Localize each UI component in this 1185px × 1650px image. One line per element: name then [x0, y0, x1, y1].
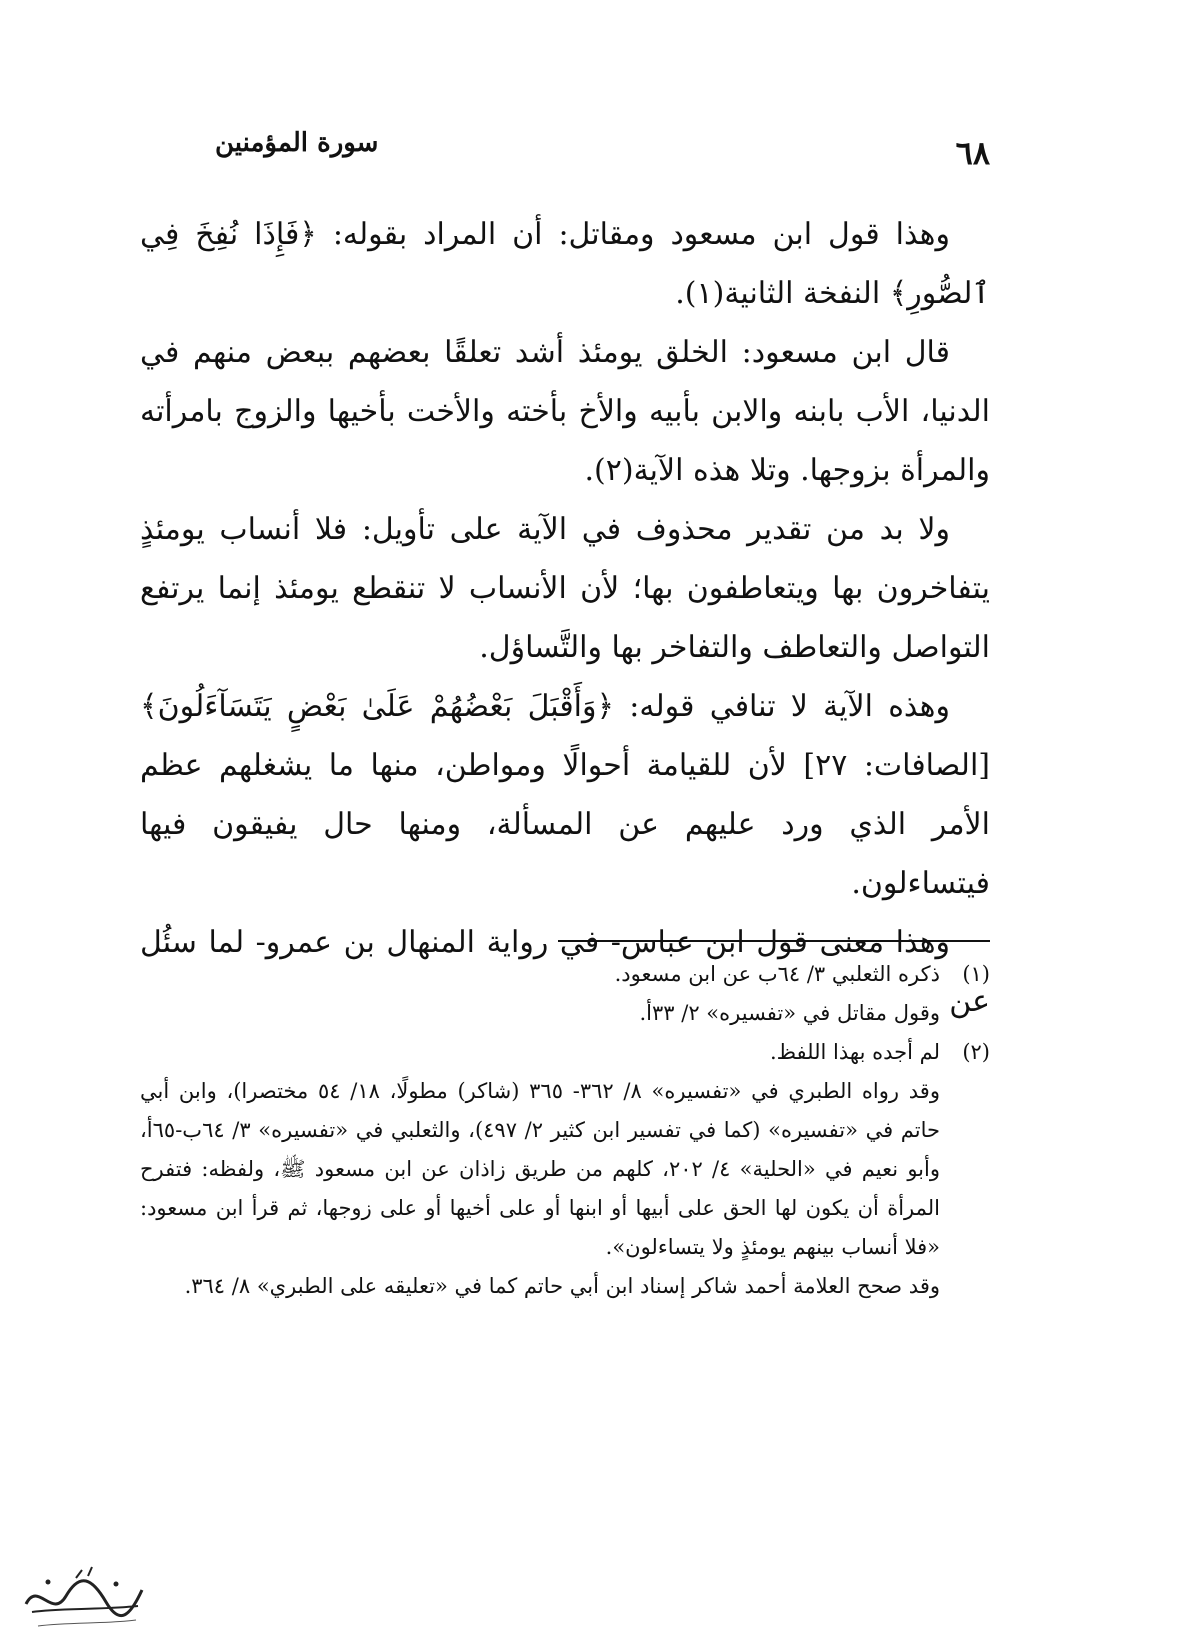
footnote-number: (٢): [962, 1040, 990, 1064]
footnote: [140, 1267, 990, 1306]
page-number: ٦٨: [955, 134, 990, 172]
publisher-logo: [18, 1560, 148, 1636]
footnote: [140, 955, 990, 994]
footnote-divider: [558, 940, 990, 942]
paragraph: قال ابن مسعود: الخلق يومئذ أشد تعلقًا بعضهم ببعض منهم في الدنيا، الأب بابنه والابن بأبيه والأخ بأخته والأخت بأخيها والزوج بامرأته والمرأة بزوجها. وتلا هذه الآية(٢).: [140, 335, 990, 488]
footnote-text: وقد صحح العلامة أحمد شاكر إسناد ابن أبي حاتم كما في «تعليقه على الطبري» ٨/ ٣٦٤.: [184, 1274, 940, 1298]
paragraph: وهذه الآية لا تنافي قوله: ﴿وَأَقْبَلَ بَعْضُهُمْ عَلَىٰ بَعْضٍ يَتَسَآءَلُونَ﴾ [الصافات: ٢٧] لأن للقيامة أحوالًا ومواطن، منها ما يشغلهم عظم الأمر الذي ورد عليهم عن المسألة، ومنها حال يفيقون فيها فيتساءلون.: [140, 689, 990, 901]
footnote-text: وقد رواه الطبري في «تفسيره» ٨/ ٣٦٢- ٣٦٥ (شاكر) مطولًا، ١٨/ ٥٤ مختصرا)، وابن أبي حاتم في «تفسيره» (كما في تفسير ابن كثير ٢/ ٤٩٧)، والثعلبي في «تفسيره» ٣/ ٦٤ب-٦٥أ، وأبو نعيم في «الحلية» ٤/ ٢٠٢، كلهم من طريق زاذان عن ابن مسعود ﷺ، ولفظه: فتفرح المرأة أن يكون لها الحق على أبيها أو ابنها أو على أخيها أو على زوجها، ثم قرأ ابن مسعود: «فلا أنساب بينهم يومئذٍ ولا يتساءلون».: [140, 1079, 940, 1259]
footnote: [140, 994, 990, 1033]
footnote: [140, 1072, 990, 1267]
paragraph: ولا بد من تقدير محذوف في الآية على تأويل: فلا أنساب يومئذٍ يتفاخرون بها ويتعاطفون بها؛ لأن الأنساب لا تنقطع يومئذ إنما يرتفع التواصل والتعاطف والتفاخر بها والتَّساؤل.: [140, 512, 990, 665]
paragraph: وهذا قول ابن مسعود ومقاتل: أن المراد بقوله: ﴿فَإِذَا نُفِخَ فِي ٱلصُّورِ﴾ النفخة الثانية(١).: [140, 217, 990, 311]
footnote-text: ذكره الثعلبي ٣/ ٦٤ب عن ابن مسعود.: [614, 962, 940, 986]
running-title: سورة المؤمنين: [215, 128, 379, 158]
footnote-text: وقول مقاتل في «تفسيره» ٢/ ٣٣أ.: [639, 1001, 940, 1025]
paragraph: وهذا معنى قول ابن عباس- في رواية المنهال بن عمرو- لما سئُل عن: [140, 925, 990, 1019]
footnotes: [140, 955, 990, 1306]
footnote: [140, 1033, 990, 1072]
footnote-text: لم أجده بهذا اللفظ.: [769, 1040, 940, 1064]
main-text: [140, 205, 990, 1031]
footnote-number: (١): [962, 962, 990, 986]
